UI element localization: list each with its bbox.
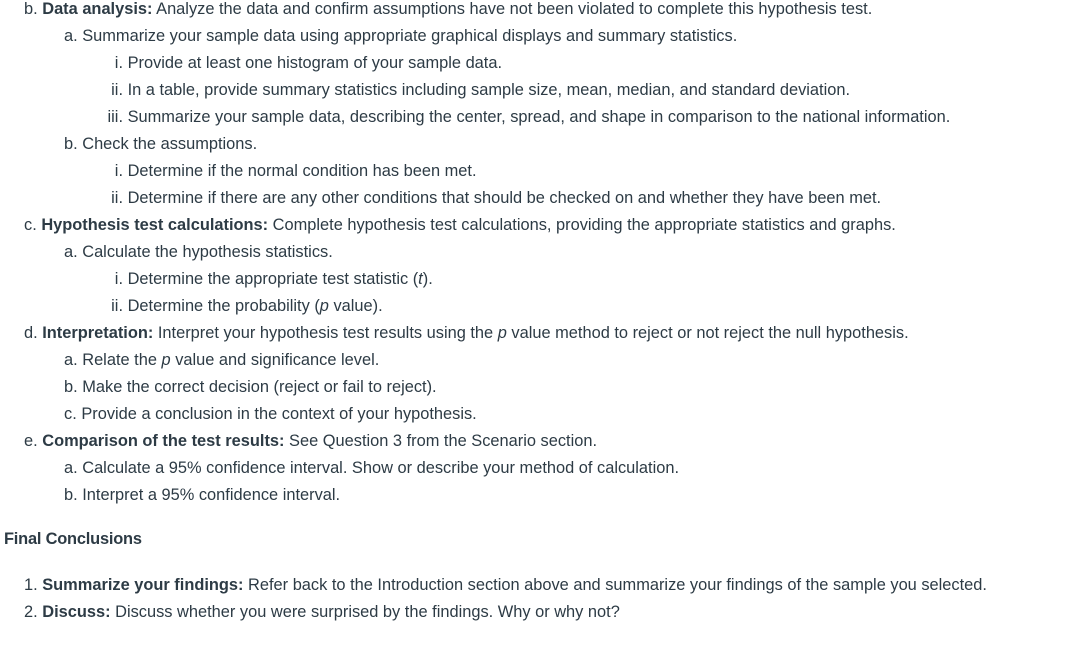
list-marker: a. (64, 351, 78, 369)
list-item-text: Determine the probability ( (127, 297, 320, 315)
item-title: Discuss: (42, 603, 111, 621)
list-item-text: Check the assumptions. (82, 135, 258, 153)
variable-p: p (319, 297, 329, 315)
section-title: Interpretation: (42, 324, 154, 342)
list-marker: b. (64, 378, 78, 396)
list-item (64, 485, 340, 505)
variable-t: t (418, 270, 423, 288)
list-marker: a. (64, 459, 78, 477)
list-item (103, 53, 502, 73)
section-title: Hypothesis test calculations: (41, 216, 269, 234)
section-text: Interpret your hypothesis test results using the (153, 324, 498, 342)
list-marker: ii. (111, 297, 123, 315)
list-item-text: Determine if the normal condition has been met. (127, 162, 477, 180)
list-item-text: Relate the (82, 351, 162, 369)
list-item (103, 161, 477, 181)
section-c-heading (24, 215, 896, 235)
section-b-heading (24, 0, 872, 19)
list-item (64, 404, 477, 424)
section-title: Data analysis: (42, 0, 153, 18)
list-marker: b. (64, 135, 78, 153)
list-item (24, 602, 620, 622)
item-title: Summarize your findings: (42, 576, 244, 594)
section-d-heading (24, 323, 909, 343)
list-item (103, 80, 850, 100)
list-marker: b. (64, 486, 78, 504)
list-marker: i. (114, 270, 123, 288)
section-text: value method to reject or not reject the null hypothesis. (506, 324, 909, 342)
list-item-text: Provide at least one histogram of your sample data. (127, 54, 503, 72)
list-item (103, 296, 383, 316)
section-e-heading (24, 431, 597, 451)
list-item-text: Determine if there are any other conditions that should be checked on and whether they have been met. (127, 189, 882, 207)
list-item-text: value and significance level. (170, 351, 380, 369)
list-marker: b. (24, 0, 38, 18)
list-item (64, 134, 257, 154)
list-item-text: ). (422, 270, 433, 288)
list-item-text: In a table, provide summary statistics including sample size, mean, median, and standard deviation. (127, 81, 851, 99)
section-text: Analyze the data and confirm assumptions have not been violated to complete this hypothesis test. (152, 0, 873, 18)
list-marker: 1. (24, 576, 38, 594)
list-marker: i. (114, 54, 123, 72)
list-marker: 2. (24, 603, 38, 621)
list-item (24, 575, 987, 595)
list-marker: a. (64, 243, 78, 261)
list-item (64, 242, 333, 262)
list-item (64, 377, 437, 397)
list-item-text: Summarize your sample data, describing the center, spread, and shape in comparison to the national information. (127, 108, 951, 126)
list-marker: a. (64, 27, 78, 45)
list-item-text: Calculate a 95% confidence interval. Show or describe your method of calculation. (82, 459, 680, 477)
section-title: Comparison of the test results: (42, 432, 285, 450)
list-item-text: Discuss whether you were surprised by the findings. Why or why not? (110, 603, 620, 621)
variable-p: p (161, 351, 171, 369)
list-marker: i. (114, 162, 123, 180)
list-item-text: Provide a conclusion in the context of your hypothesis. (81, 405, 477, 423)
final-conclusions-heading: Final Conclusions (4, 530, 142, 548)
list-item-text: Determine the appropriate test statistic ( (127, 270, 419, 288)
list-marker: ii. (111, 81, 123, 99)
list-item-text: Make the correct decision (reject or fail to reject). (82, 378, 437, 396)
list-item-text: value). (328, 297, 383, 315)
variable-p: p (497, 324, 507, 342)
list-item-text: Calculate the hypothesis statistics. (82, 243, 333, 261)
list-item-text: Refer back to the Introduction section above and summarize your findings of the sample you selected. (243, 576, 987, 594)
list-marker: ii. (111, 189, 123, 207)
list-marker: c. (64, 405, 77, 423)
list-marker: c. (24, 216, 37, 234)
list-item (64, 26, 737, 46)
section-text: Complete hypothesis test calculations, providing the appropriate statistics and graphs. (268, 216, 896, 234)
list-item (64, 350, 379, 370)
list-marker: iii. (107, 108, 123, 126)
list-marker: d. (24, 324, 38, 342)
list-item (103, 269, 433, 289)
list-item-text: Summarize your sample data using appropriate graphical displays and summary statistics. (82, 27, 738, 45)
list-marker: e. (24, 432, 38, 450)
list-item (103, 107, 950, 127)
list-item (64, 458, 679, 478)
list-item (103, 188, 881, 208)
section-text: See Question 3 from the Scenario section. (284, 432, 598, 450)
list-item-text: Interpret a 95% confidence interval. (82, 486, 341, 504)
